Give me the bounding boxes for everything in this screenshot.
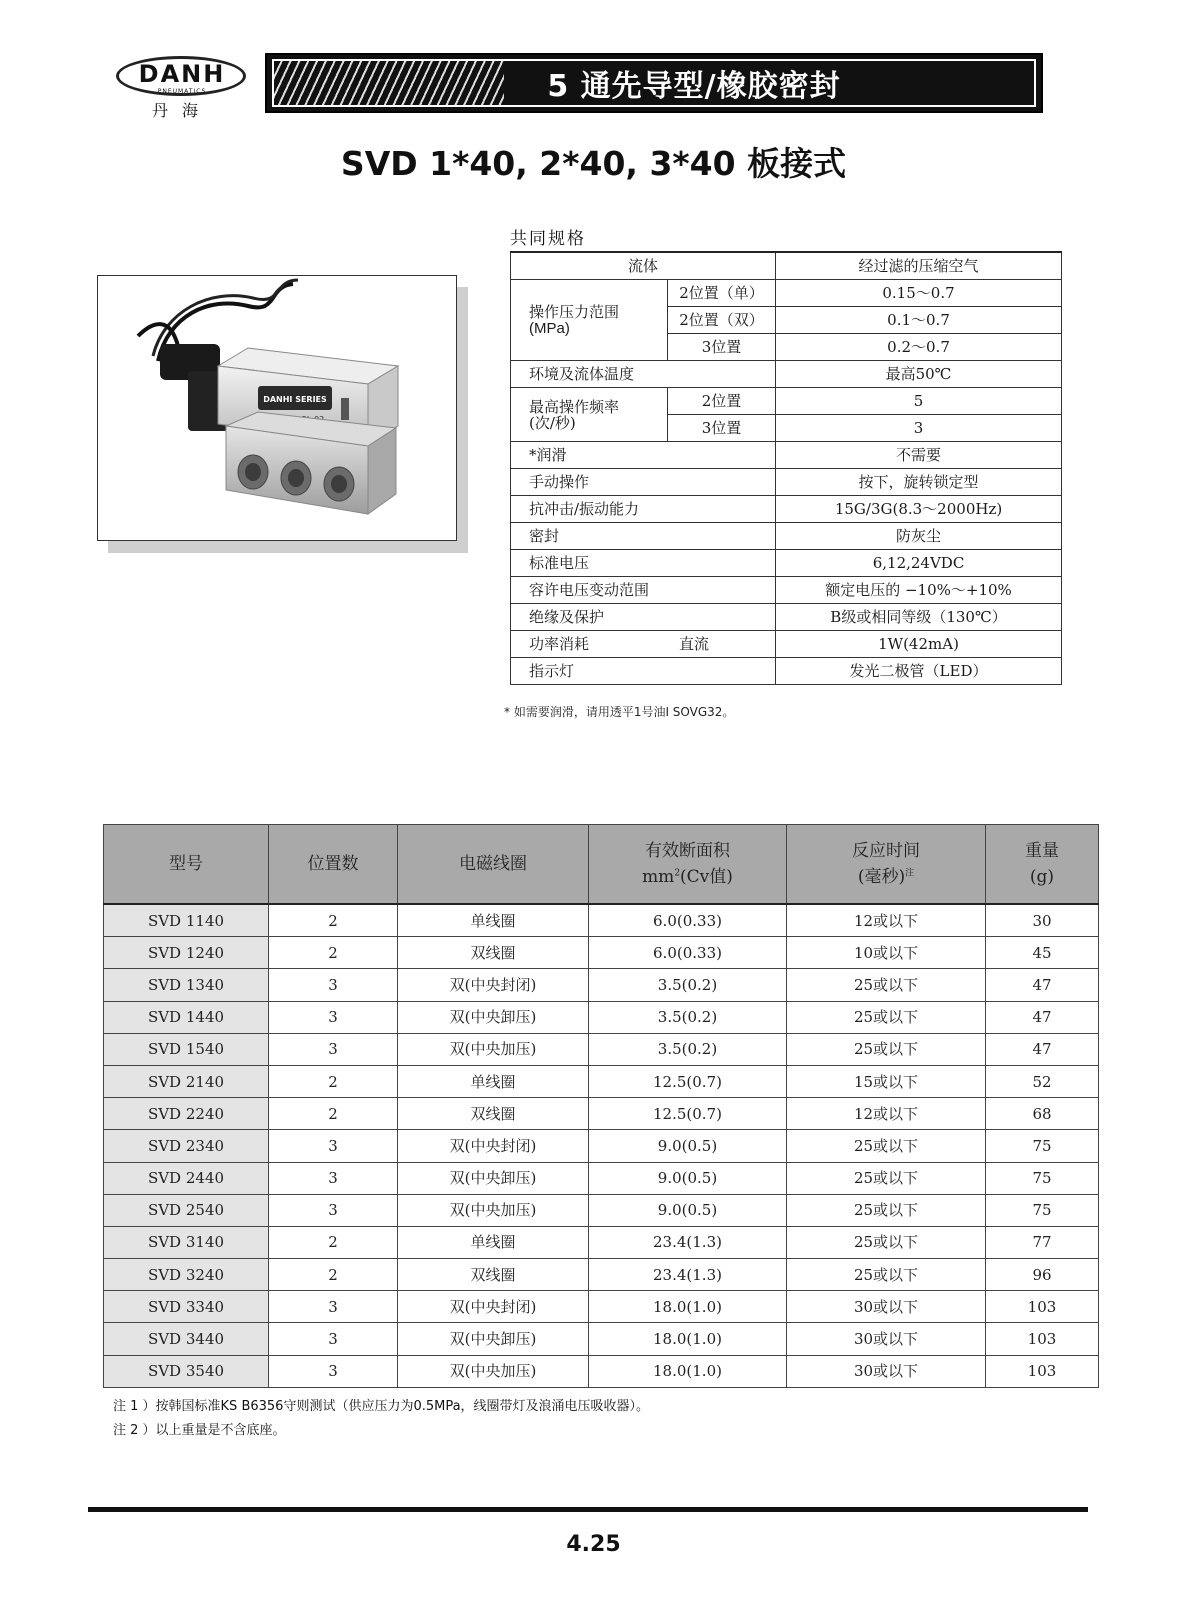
header-area [589, 825, 787, 905]
spec-value: 6,12,24VDC [776, 550, 1062, 577]
cell-positions: 2 [269, 904, 398, 937]
spec-value: 0.2～0.7 [776, 334, 1062, 361]
spec-label: 标准电压 [511, 550, 776, 577]
spec-row-manual [511, 469, 1062, 496]
page-number: 4.25 [566, 1532, 621, 1557]
cell-area: 23.4(1.3) [589, 1259, 787, 1291]
cell-time: 25或以下 [787, 1226, 986, 1258]
cell-time: 25或以下 [787, 1194, 986, 1226]
spec-label: 指示灯 [511, 658, 776, 685]
page-title: SVD 1*40, 2*40, 3*40 板接式 [340, 144, 847, 183]
cell-positions: 3 [269, 1323, 398, 1355]
table-row [104, 1065, 1099, 1097]
table-row [104, 1130, 1099, 1162]
table-row [104, 937, 1099, 969]
cell-time: 25或以下 [787, 1130, 986, 1162]
cell-coil: 单线圈 [398, 1065, 589, 1097]
manual-override [341, 398, 349, 420]
header-response-time [787, 825, 986, 905]
spec-label: *润滑 [511, 442, 776, 469]
spec-row-lubrication [511, 442, 1062, 469]
table-row [104, 969, 1099, 1001]
cell-weight: 103 [986, 1291, 1099, 1323]
body-badge: DANHI SERIES [263, 395, 327, 404]
cell-model: SVD 1440 [104, 1001, 269, 1033]
spec-value: 不需要 [776, 442, 1062, 469]
cell-coil: 双线圈 [398, 1259, 589, 1291]
spec-row-shock [511, 496, 1062, 523]
spec-row-power [511, 631, 1062, 658]
spec-value: B级或相同等级（130℃） [776, 604, 1062, 631]
spec-value: 按下，旋转锁定型 [776, 469, 1062, 496]
cell-model: SVD 3340 [104, 1291, 269, 1323]
cell-positions: 3 [269, 1162, 398, 1194]
cell-coil: 双(中央封闭) [398, 969, 589, 1001]
cell-time: 25或以下 [787, 1001, 986, 1033]
spec-title: 共同规格 [510, 229, 586, 249]
table-row [104, 1162, 1099, 1194]
cell-model: SVD 2240 [104, 1098, 269, 1130]
cell-coil: 双(中央卸压) [398, 1162, 589, 1194]
models-body [104, 904, 1099, 1387]
cell-time: 30或以下 [787, 1291, 986, 1323]
section-title: 5 通先导型/橡胶密封 [547, 69, 841, 104]
valve-illustration [98, 276, 455, 539]
cell-positions: 2 [269, 1226, 398, 1258]
table-row [104, 1194, 1099, 1226]
spec-label [511, 631, 776, 658]
cell-area: 12.5(0.7) [589, 1098, 787, 1130]
cell-coil: 双(中央加压) [398, 1194, 589, 1226]
product-photo [97, 275, 457, 541]
cell-positions: 2 [269, 1098, 398, 1130]
cell-weight: 75 [986, 1162, 1099, 1194]
cell-area: 9.0(0.5) [589, 1194, 787, 1226]
section-banner [265, 53, 1043, 113]
spec-sub-label: 2位置（双） [668, 307, 776, 334]
cell-area: 9.0(0.5) [589, 1130, 787, 1162]
header-positions: 位置数 [269, 825, 398, 905]
spec-sub-label: 2位置 [668, 388, 776, 415]
cell-weight: 52 [986, 1065, 1099, 1097]
spec-label: 密封 [511, 523, 776, 550]
cell-weight: 103 [986, 1323, 1099, 1355]
footer-rule [88, 1507, 1088, 1512]
freq-label-line1: 最高操作频率 [529, 397, 620, 416]
cell-model: SVD 2140 [104, 1065, 269, 1097]
cell-area: 3.5(0.2) [589, 1033, 787, 1065]
header-time-line1: 反应时间 [852, 841, 920, 861]
spec-label [511, 388, 668, 442]
pressure-label-line1: 操作压力范围 [529, 302, 620, 321]
cell-model: SVD 3440 [104, 1323, 269, 1355]
power-sub-label: 直流 [679, 635, 710, 653]
cell-coil: 双(中央封闭) [398, 1130, 589, 1162]
spec-value: 15G/3G(8.3～2000Hz) [776, 496, 1062, 523]
spec-value: 0.15～0.7 [776, 280, 1062, 307]
cell-weight: 75 [986, 1130, 1099, 1162]
cell-time: 25或以下 [787, 1033, 986, 1065]
header-area-sup: 2 [674, 868, 681, 879]
cell-model: SVD 1240 [104, 937, 269, 969]
footnote-2: 注 2 ）以上重量是不含底座。 [113, 1423, 286, 1438]
table-row [104, 1098, 1099, 1130]
cell-weight: 96 [986, 1259, 1099, 1291]
spec-footnote: * 如需要润滑，请用透平1号油I SOVG32。 [504, 705, 735, 719]
cell-coil: 双(中央加压) [398, 1355, 589, 1387]
cell-area: 18.0(1.0) [589, 1291, 787, 1323]
cell-area: 18.0(1.0) [589, 1355, 787, 1387]
cell-area: 3.5(0.2) [589, 969, 787, 1001]
cell-positions: 3 [269, 969, 398, 1001]
cell-weight: 45 [986, 937, 1099, 969]
cell-positions: 3 [269, 1130, 398, 1162]
cell-positions: 2 [269, 937, 398, 969]
spec-label: 手动操作 [511, 469, 776, 496]
banner-frame [272, 59, 1036, 107]
freq-label-line2: (次/秒) [529, 413, 576, 432]
cell-time: 25或以下 [787, 1259, 986, 1291]
header-weight-line1: 重量 [1025, 841, 1059, 861]
spec-value: 5 [776, 388, 1062, 415]
cell-time: 25或以下 [787, 1162, 986, 1194]
cell-coil: 单线圈 [398, 1226, 589, 1258]
cell-positions: 3 [269, 1291, 398, 1323]
cell-time: 15或以下 [787, 1065, 986, 1097]
spec-value: 3 [776, 415, 1062, 442]
cell-coil: 双(中央加压) [398, 1033, 589, 1065]
cell-model: SVD 3540 [104, 1355, 269, 1387]
header-area-line1: 有效断面积 [645, 841, 730, 861]
spec-row-pressure [511, 280, 1062, 307]
cell-area: 3.5(0.2) [589, 1001, 787, 1033]
cell-weight: 30 [986, 904, 1099, 937]
cell-model: SVD 1140 [104, 904, 269, 937]
spec-row-fluid [511, 252, 1062, 280]
table-row [104, 1226, 1099, 1258]
cell-weight: 75 [986, 1194, 1099, 1226]
table-row [104, 1001, 1099, 1033]
spec-value: 最高50℃ [776, 361, 1062, 388]
logo-subtitle: PNEUMATICS [157, 88, 207, 95]
header-coil: 电磁线圈 [398, 825, 589, 905]
cell-coil: 双(中央卸压) [398, 1323, 589, 1355]
spec-label: 绝缘及保护 [511, 604, 776, 631]
header-model: 型号 [104, 825, 269, 905]
spec-label: 环境及流体温度 [511, 361, 776, 388]
cell-area: 6.0(0.33) [589, 937, 787, 969]
spec-sub-label: 3位置 [668, 415, 776, 442]
cell-time: 10或以下 [787, 937, 986, 969]
spec-value: 额定电压的 −10%～+10% [776, 577, 1062, 604]
spec-value: 防灰尘 [776, 523, 1062, 550]
banner-stripes [274, 61, 504, 105]
cell-area: 12.5(0.7) [589, 1065, 787, 1097]
cell-model: SVD 3140 [104, 1226, 269, 1258]
cell-time: 12或以下 [787, 1098, 986, 1130]
models-table [103, 824, 1099, 1388]
header-time-unit: (毫秒) [857, 867, 906, 887]
power-label: 功率消耗 [529, 635, 590, 653]
spec-row-voltage [511, 550, 1062, 577]
cell-time: 25或以下 [787, 969, 986, 1001]
logo-chinese-name: 丹海 [151, 101, 212, 120]
table-row [104, 904, 1099, 937]
cell-model: SVD 1340 [104, 969, 269, 1001]
cell-positions: 2 [269, 1065, 398, 1097]
cell-area: 23.4(1.3) [589, 1226, 787, 1258]
cell-coil: 双(中央卸压) [398, 1001, 589, 1033]
spec-value: 经过滤的压缩空气 [776, 252, 1062, 280]
table-row [104, 1033, 1099, 1065]
table-row [104, 1323, 1099, 1355]
cell-weight: 47 [986, 969, 1099, 1001]
table-row [104, 1259, 1099, 1291]
pressure-label-line2: (MPa) [529, 319, 570, 337]
cell-coil: 双(中央封闭) [398, 1291, 589, 1323]
cell-positions: 2 [269, 1259, 398, 1291]
cell-area: 18.0(1.0) [589, 1323, 787, 1355]
cell-weight: 47 [986, 1001, 1099, 1033]
spec-row-frequency [511, 388, 1062, 415]
spec-label: 容许电压变动范围 [511, 577, 776, 604]
table-row [104, 1291, 1099, 1323]
header-weight [986, 825, 1099, 905]
cell-weight: 103 [986, 1355, 1099, 1387]
header-weight-unit: (g) [1029, 867, 1055, 887]
spec-sub-label: 2位置（单） [668, 280, 776, 307]
spec-label: 流体 [511, 252, 776, 280]
footnote-1: 注 1 ）按韩国标准KS B6356守则测试（供应压力为0.5MPa，线圈带灯及浪涌电压吸收器）。 [113, 1399, 650, 1414]
cell-model: SVD 2340 [104, 1130, 269, 1162]
spec-row-insulation [511, 604, 1062, 631]
spec-value: 0.1～0.7 [776, 307, 1062, 334]
cell-time: 30或以下 [787, 1323, 986, 1355]
spec-label [511, 280, 668, 361]
cell-model: SVD 2440 [104, 1162, 269, 1194]
cell-time: 12或以下 [787, 904, 986, 937]
cell-weight: 68 [986, 1098, 1099, 1130]
cell-model: SVD 3240 [104, 1259, 269, 1291]
spec-value: 发光二极管（LED） [776, 658, 1062, 685]
cell-time: 30或以下 [787, 1355, 986, 1387]
spec-table [510, 251, 1062, 685]
spec-label: 抗冲击/振动能力 [511, 496, 776, 523]
cell-weight: 77 [986, 1226, 1099, 1258]
cell-area: 9.0(0.5) [589, 1162, 787, 1194]
spec-row-temperature [511, 361, 1062, 388]
brand-logo [112, 50, 252, 122]
cell-weight: 47 [986, 1033, 1099, 1065]
cell-positions: 3 [269, 1194, 398, 1226]
header-area-cv: (Cv值) [680, 867, 733, 887]
cell-area: 6.0(0.33) [589, 904, 787, 937]
cell-positions: 3 [269, 1355, 398, 1387]
header-area-unit: mm [642, 867, 675, 887]
cell-model: SVD 1540 [104, 1033, 269, 1065]
cell-positions: 3 [269, 1033, 398, 1065]
spec-row-seal [511, 523, 1062, 550]
spec-value: 1W(42mA) [776, 631, 1062, 658]
cell-model: SVD 2540 [104, 1194, 269, 1226]
cell-positions: 3 [269, 1001, 398, 1033]
cell-coil: 双线圈 [398, 1098, 589, 1130]
spec-sub-label: 3位置 [668, 334, 776, 361]
spec-row-tolerance [511, 577, 1062, 604]
logo-wordmark: DANH [138, 60, 226, 88]
cell-coil: 双线圈 [398, 937, 589, 969]
table-row [104, 1355, 1099, 1387]
cell-coil: 单线圈 [398, 904, 589, 937]
spec-row-indicator [511, 658, 1062, 685]
header-time-note: 注 [905, 868, 915, 879]
models-header-row [104, 825, 1099, 905]
